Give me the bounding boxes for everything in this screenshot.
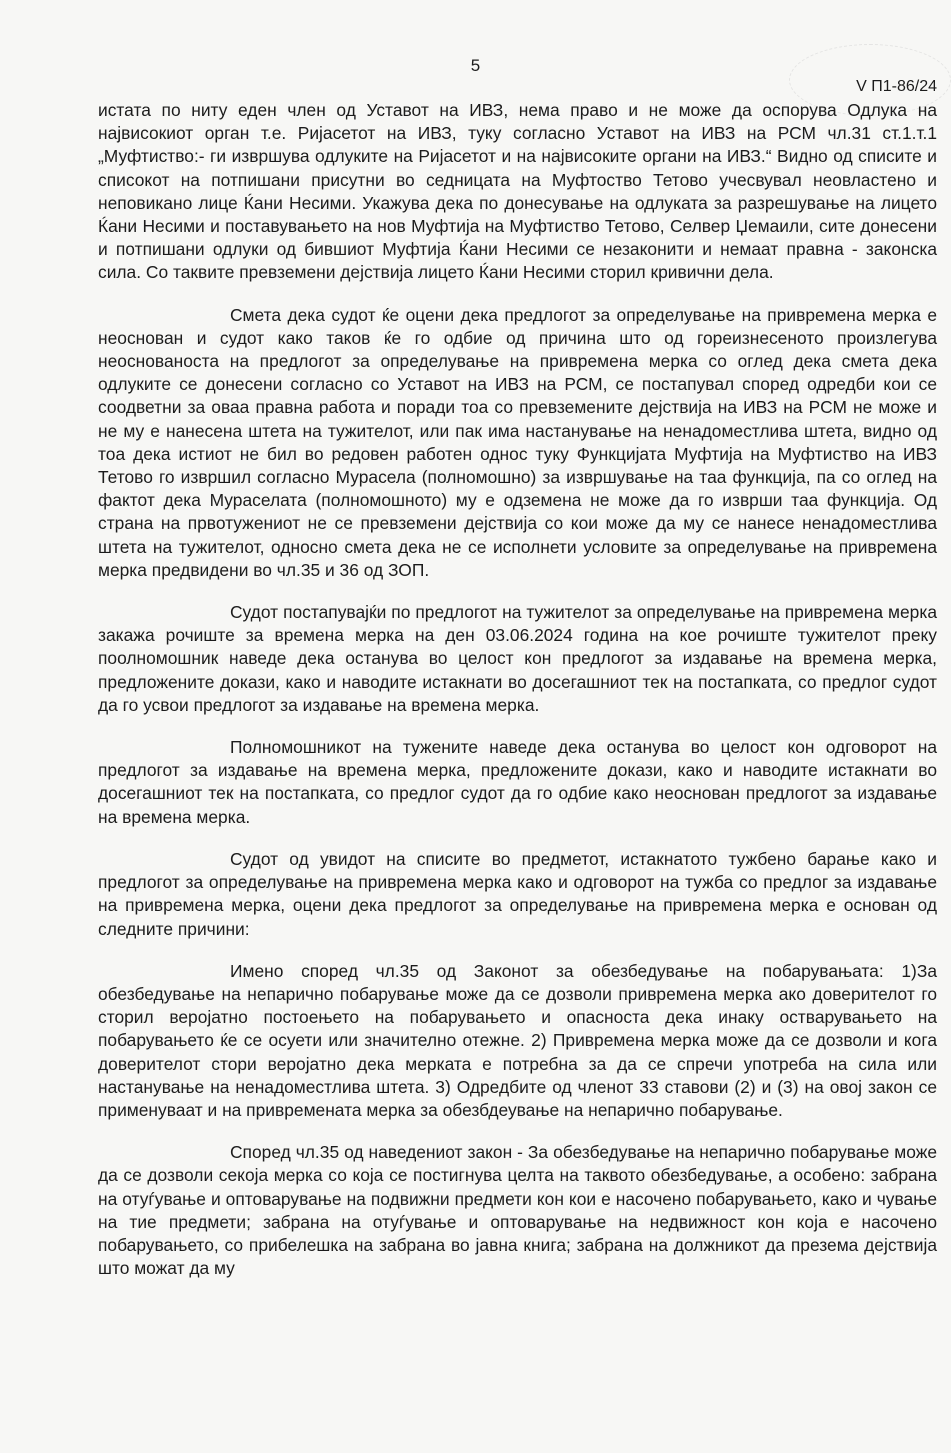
paragraph-court-assessment: Судот од увидот на списите во предметот, истакнатото тужбено барање како и предлогот за определување на привремена мерка како и одговорот на тужба со предлог за издавање на привремена мерка, оцени дека предлогот за определување на привремена мерка е основан од следните причини: (98, 848, 937, 939)
paragraph-article-35: Имено според чл.35 од Законот за обезбедување на побарувањата: 1)За обезбедување на непарично побарување може да се дозволи привремена мерка ако доверителот го сторил веројатно постоењето на побарувањето и опасноста дека инаку остварувањето на побарувањето ќе се осуети или значително отежне. 2) Привремена мерка може да се дозволи и кога доверителот стори веројатно дека мерката е потребна за да се спречи употреба на сила или настанување на ненадоместлива штета. 3) Одредбите од членот 33 ставови (2) и (3) на овој закон се применуваат и на привремената мерка за обезбдеување на непарично побарување. (98, 960, 937, 1120)
paragraph-defendant-position: Смета дека судот ќе оцени дека предлогот за определување на привремена мерка е неоснован и судот како таков ќе го одбие од причина што од гореизнесеното произлегува неоснованоста на предлогот за определување на привремена мерка со оглед дека смета дека одлуките се донесени согласно со Уставот на ИВЗ на РСМ, се постапувал според одредби кои се соодветни за оваа правна работа и поради тоа со превземените дејствија на ИВЗ на РСМ не може и не му е нанесена штета на тужителот, или пак има настанување на ненадоместлива штета, видно од тоа дека истиот не бил во редовен работен однос туку Функцијата Муфтија на Муфтиство на ИВЗ Тетово го извршил согласно Мурасела (полномошно) за извршување на таа функција, па со оглед на фактот дека Мураселата (полномошното) му е одземена не може да го изврши таа функција. Од страна на првотужениот не се превземени дејствија со кои може да му се нанесе ненадоместлива штета на тужителот, односно смета дека не се исполнети условите за определување на привремена мерка предвидени во чл.35 и 36 од ЗОП. (98, 304, 937, 580)
paragraph-article-35-measures: Според чл.35 од наведениот закон - За обезбедување на непарично побарување може да се дозволи секоја мерка со која се постигнува целта на таквото обезбедување, а особено: забрана на отуѓување и оптоварување на подвижни предмети кон кои е насочено побарувањето, како и чување на тие предмети; забрана на отуѓување и оптоварување на недвижност кон која е насочено побарувањето, со прибелешка на забрана во јавна книга; забрана на должникот да презема дејствија што можат да му (98, 1142, 937, 1279)
document-body (98, 99, 937, 1280)
paragraph-continuation: истата по ниту еден член од Уставот на ИВЗ, нема право и не може да оспорува Одлука на највисокиот орган т.е. Ријасетот на ИВЗ, туку согласно Уставот на ИВЗ на РСМ чл.31 ст.1.т.1 „Муфтиство:- ги извршува одлуките на Ријасетот и на највисоките органи на ИВЗ.“ Видно од списите и списокот на потпишани присутни во седницата на Муфтоство Тетово учесвувал неовластено и неповикано лице Ќани Несими. Укажува дека по донесување на одлуката за разрешување на лицето Ќани Несими и поставувањето на нов Муфтија на Муфтиство Тетово, Селвер Џемаили, сите донесени и потпишани одлуки од бившиот Муфтија Ќани Несими се незаконити и немаат правна - законска сила. Со таквите превземени дејствија лицето Ќани Несими сторил кривични дела. (98, 100, 937, 283)
page-number: 5 (470, 56, 481, 75)
paragraph-hearing: Судот постапувајќи по предлогот на тужителот за определување на привремена мерка закажа рочиште за времена мерка на ден 03.06.2024 година на кое рочиште тужителот преку поолномошник наведе дека останува во целост кон предлогот за издавање на времена мерка, предложените докази, како и наводите истакнати во досегашниот тек на постапката, со предлог судот да го усвои предлогот за издавање на времена мерка. (98, 602, 937, 715)
case-number: V П1-86/24 (856, 78, 937, 95)
paragraph-defendants-attorney: Полномошникот на тужените наведе дека останува во целост кон одговорот на предлогот за издавање на времена мерка, предложените докази, како и наводите истакнати во досегашниот тек на постапката, со предлог судот да го одбие како неоснован предлогот за издавање на времена мерка. (98, 737, 937, 827)
